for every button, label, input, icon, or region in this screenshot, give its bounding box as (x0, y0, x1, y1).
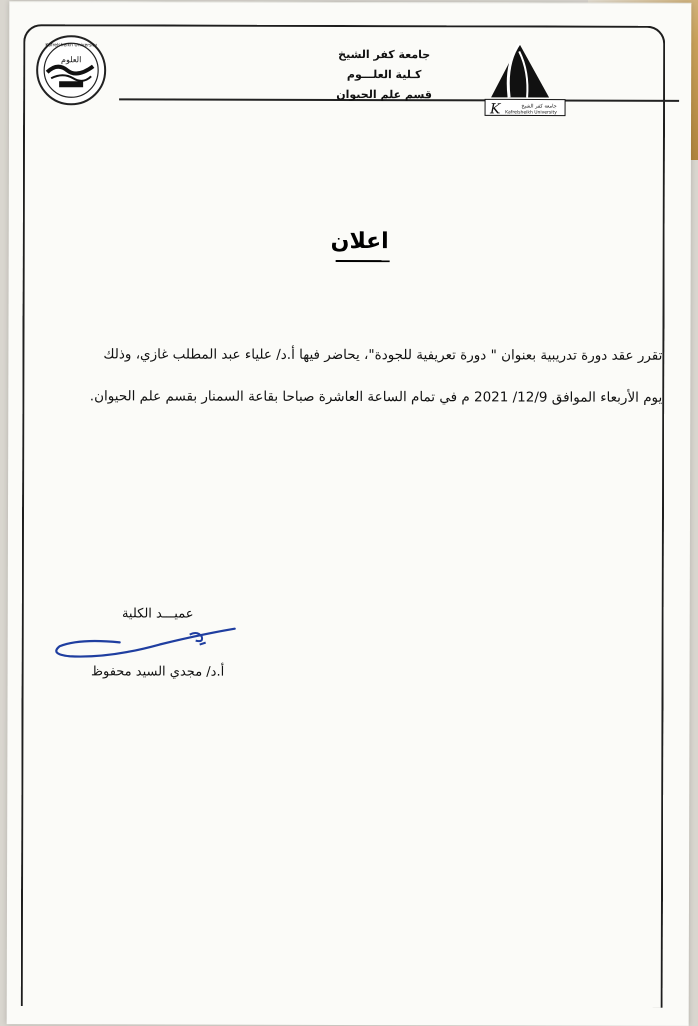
seal-text-main: العلوم (61, 55, 82, 65)
announcement-title: اعلان (330, 228, 389, 255)
logo-text-en: Kafrelsheikh University (505, 110, 557, 116)
announcement-line-1: تقرر عقد دورة تدريبية بعنوان " دورة تعريفية للجودة"، يحاضر فيها أ.د/ علياء عبد المطلب غازي، وذلك (103, 346, 663, 364)
document-sheet (7, 1, 692, 1026)
logo-text-ar: جامعة كفر الشيخ (521, 103, 557, 110)
institution-header (309, 45, 459, 105)
faculty-name: كـلية العلـــوم (346, 67, 422, 82)
department-name: قسم علم الحيوان (336, 87, 432, 102)
university-name: جامعة كفر الشيخ (338, 47, 431, 62)
seal-text-top: Kafrelsheikh University (45, 43, 98, 49)
dean-name: أ.د/ مجدي السيد محفوظ (90, 664, 225, 680)
handwritten-signature-icon (50, 620, 250, 671)
svg-text:K: K (490, 101, 501, 118)
university-logo-icon (479, 41, 569, 117)
dean-title: عميـــد الكلية (121, 606, 194, 622)
faculty-seal-icon (35, 34, 107, 106)
title-underline (336, 260, 390, 262)
announcement-line-2: يوم الأربعاء الموافق 12/9/ 2021 م في تمام الساعة العاشرة صباحا بقاعة السمنار بقسم علم الحيوان. (89, 388, 663, 406)
page-frame (21, 24, 666, 1008)
